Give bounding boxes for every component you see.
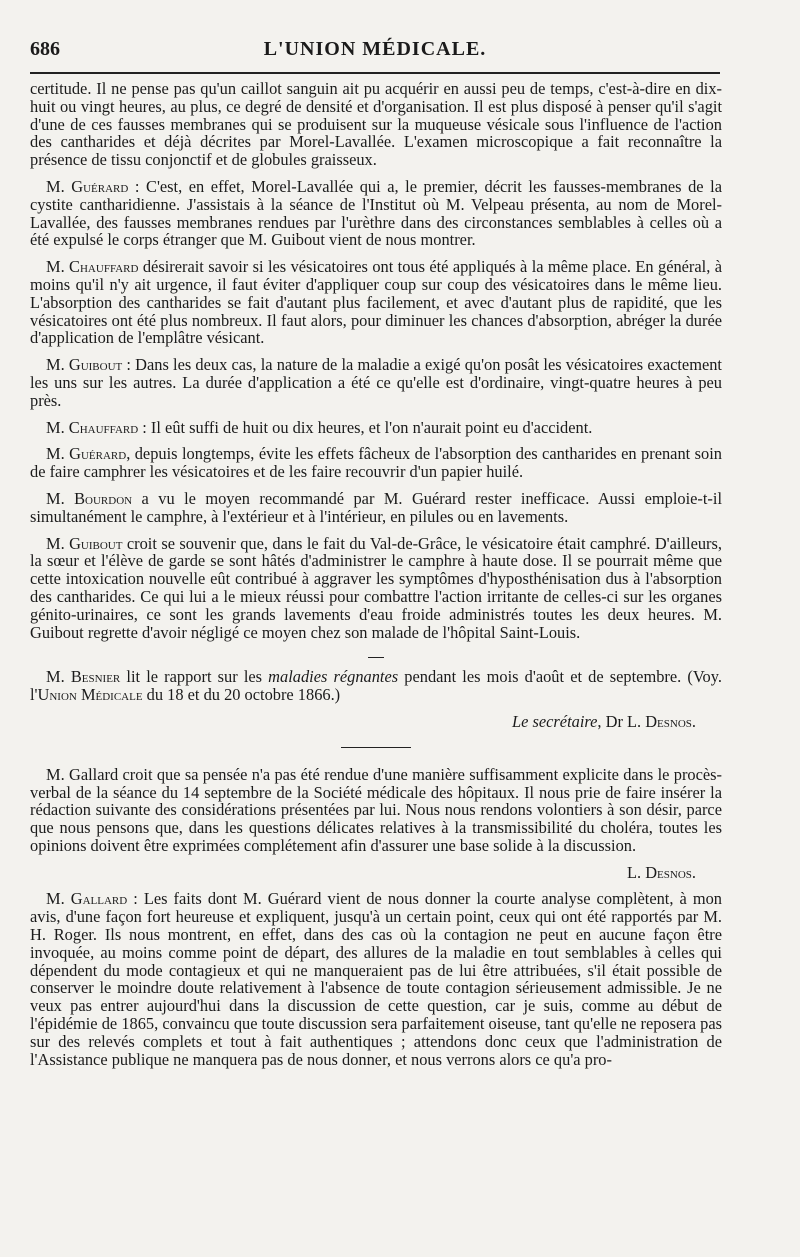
paragraph <box>30 178 722 249</box>
page-header <box>30 34 720 64</box>
speaker-name: M. Chauffard <box>46 417 139 437</box>
journal-reference: Union Médicale <box>37 685 143 705</box>
paragraph-text: désirerait savoir si les vésicatoires ont tous été appliqués à la même place. En général, à moins qu'il n'y ait urgence, il faut éviter d'appliquer coup sur coup des vésicatoires dans le même lieu. L'absorption des cantharides se fait d'autant plus facilement, et avec d'autant plus de rapidité, que les vésicatoires ont été plus nombreux. Il faut alors, pour diminuer les chances d'absorption, abréger la durée d'application de l'emplâtre vésicant. <box>30 257 722 348</box>
paragraph-text: lit le rapport sur les <box>120 667 269 687</box>
speaker-name: M. Bourdon <box>46 488 133 508</box>
header-rule <box>30 72 720 74</box>
article-body <box>30 80 722 1077</box>
paragraph <box>30 258 722 347</box>
paragraph-text: pendant les mois d'août et de septembre. (Voy. l' <box>30 667 722 705</box>
section-divider <box>341 747 411 748</box>
signature-name: L. Desnos. <box>627 711 696 731</box>
paragraph-text: : Dans les deux cas, la nature de la maladie a exigé qu'on posât les vésicatoires exactement les uns sur les autres. La durée d'application a été ce qu'elle est d'ordinaire, vingt-quatre heures à peu près. <box>30 355 722 410</box>
paragraph <box>30 445 722 481</box>
paragraph <box>30 535 722 642</box>
paragraph <box>30 490 722 526</box>
journal-title: L'UNION MÉDICALE. <box>263 38 487 60</box>
italic-text: maladies régnantes <box>268 667 399 687</box>
paragraph-text: , depuis longtemps, évite les effets fâcheux de l'absorption des cantharides en prenant soin de faire camphrer les vésicatoires et de les faire recouvrir d'un papier huilé. <box>30 444 722 482</box>
signature: L. Desnos. <box>627 862 696 882</box>
speaker-name: M. Besnier <box>46 667 121 687</box>
paragraph-text: du 18 et du 20 octobre 1866.) <box>142 685 341 705</box>
paragraph <box>30 890 722 1068</box>
speaker-name: M. Chauffard <box>46 257 139 277</box>
signature-role: Le secrétaire <box>512 711 598 731</box>
speaker-name: M. Guibout <box>46 533 123 553</box>
speaker-name: M. Guérard <box>46 176 129 196</box>
paragraph-text: : Les faits dont M. Guérard vient de nous donner la courte analyse complètent, à mon avis, d'une façon fort heureuse et expliquent, jusqu'à un certain point, ceux qui ont été rapportés par M. H. Roger. Ils nous montrent, en effet, dans des cas où la contagion ne peut en aucune façon être invoquée, au moins comme point de départ, des allures de la maladie en tout semblables à celles qui dépendent du mode contagieux et qui ne manqueraient pas de lui être attribuées, s'il était possible de conserver le moindre doute relativement à l'absence de toute contagion sérieusement admissible. Je ne veux pas entrer aujourd'hui dans la discussion de cette question, car je suis, comme au début de l'épidémie de 1865, convaincu que toute discussion sera parfaitement oiseuse, tant qu'elle ne reposera pas sur des relevés complets et tout à fait authentiques ; attendons donc ceux que l'administration de l'Assistance publique ne manquera pas de nous donner, et nous verrons alors ce qu'a pro- <box>30 889 722 1069</box>
section-divider <box>368 657 384 658</box>
paragraph: M. Gallard croit que sa pensée n'a pas été rendue d'une manière suffisamment explicite dans le procès-verbal de la séance du 14 septembre de la Société médicale des hôpitaux. Il nous prie de faire insérer la rédaction suivante des considérations présentées par lui. Nous nous rendons volontiers à son désir, parce que nous pensons que, dans les questions délicates relatives à la transmissibilité du choléra, toutes les opinions doivent être exprimées complétement afin d'assurer une base solide à la discussion. <box>30 764 722 855</box>
paragraph <box>30 668 722 704</box>
signature <box>30 713 696 731</box>
paragraph: certitude. Il ne pense pas qu'un caillot sanguin ait pu acquérir en aussi peu de temps, c'est-à-dire en dix-huit ou vingt heures, au plus, ce degré de densité et d'organisation. Il est plus disposé à penser qu'il s'agit d'une de ces fausses membranes qui se produisent sur la muqueuse vésicale sous l'influence de l'action des cantharides et déjà décrites par Morel-Lavallée. L'examen microscopique a fait reconnaître la présence de tissu conjonctif et de globules graisseux. <box>30 79 722 170</box>
page-number: 686 <box>30 38 60 60</box>
paragraph <box>30 419 722 437</box>
paragraph-text: croit se souvenir que, dans le fait du Val-de-Grâce, le vésicatoire était camphré. D'ailleurs, la sœur et l'élève de garde se sont hâtés d'administrer le camphre à haute dose. Il se pourrait même que cette intoxication nouvelle eût contribué à aggraver les symptômes d'hyposthénisation dus à l'absorption des cantharides. Ce qui lui a le mieux réussi pour combattre l'action irritante de celles-ci sur les organes génito-urinaires, ce sont les grands lavements d'eau froide administrés toutes les deux heures. M. Guibout regrette d'avoir négligé ce moyen chez son malade de l'hôpital Saint-Louis. <box>30 533 722 642</box>
signature-title: , Dr <box>597 711 628 731</box>
speaker-name: M. Gallard <box>46 889 128 909</box>
speaker-name: M. Guibout <box>46 355 123 375</box>
paragraph <box>30 356 722 409</box>
speaker-name: M. Guérard <box>46 444 127 464</box>
paragraph-text: : Il eût suffi de huit ou dix heures, et l'on n'aurait point eu d'accident. <box>138 417 593 437</box>
paragraph-text: : C'est, en effet, Morel-Lavallée qui a, le premier, décrit les fausses-membranes de la cystite cantharidienne. J'assistais à la séance de l'Institut où M. Velpeau présenta, au nom de Morel-Lavallée, des fausses membranes rendues par l'urèthre dans des circonstances semblables à celles où a été expulsé le corps étranger que M. Guibout vient de nous montrer. <box>30 176 722 250</box>
paragraph-text: a vu le moyen recommandé par M. Guérard rester inefficace. Aussi emploie-t-il simultanément le camphre, à l'extérieur et à l'intérieur, en pilules ou en lavements. <box>30 488 722 526</box>
